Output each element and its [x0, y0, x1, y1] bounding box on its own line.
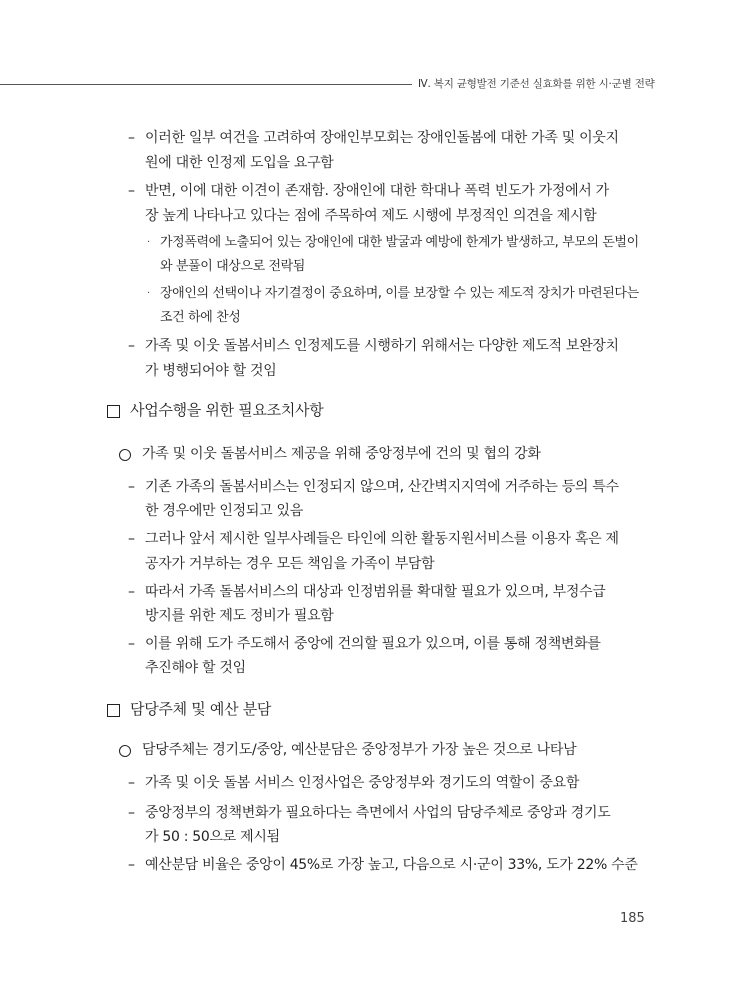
- circle-bullet-icon: [119, 449, 131, 461]
- square-bullet-icon: [107, 704, 120, 717]
- dot-bullet: ·: [147, 288, 151, 299]
- body-line: 이를 위해 도가 주도해서 중앙에 건의할 필요가 있으며, 이를 통해 정책변화를: [145, 636, 601, 652]
- body-line: 가정폭력에 노출되어 있는 장애인에 대한 발굴과 예방에 한계가 발생하고, 부모의 돈벌이: [160, 235, 639, 250]
- body-line: 와 분풀이 대상으로 전락됨: [160, 259, 305, 274]
- dash-bullet: –: [128, 805, 135, 821]
- body-line: 가족 및 이웃 돌봄서비스 인정제도를 시행하기 위해서는 다양한 제도적 보완장치: [145, 338, 619, 354]
- page-number: 185: [620, 911, 645, 926]
- body-line: 반면, 이에 대한 이견이 존재함. 장애인에 대한 학대나 폭력 빈도가 가정에서 가: [145, 183, 609, 199]
- body-line: 중앙정부의 정책변화가 필요하다는 측면에서 사업의 담당주체로 중앙과 경기도: [145, 805, 611, 821]
- running-title: Ⅳ. 복지 균형발전 기준선 실효화를 위한 시·군별 전략: [418, 78, 655, 90]
- body-line: 기존 가족의 돌봄서비스는 인정되지 않으며, 산간벽지지역에 거주하는 등의 특수: [145, 479, 619, 495]
- dash-bullet: –: [128, 857, 135, 873]
- dash-bullet: –: [128, 775, 135, 791]
- body-line: 그러나 앞서 제시한 일부사례들은 타인에 의한 활동지원서비스를 이용자 혹은 제: [145, 531, 619, 547]
- section-heading: 담당주체 및 예산 분담: [130, 700, 272, 718]
- dash-bullet: –: [128, 130, 135, 146]
- item-line: 담당주체는 경기도/중앙, 예산분담은 중앙정부가 가장 높은 것으로 나타남: [142, 742, 577, 758]
- square-bullet-icon: [107, 405, 120, 418]
- body-line: 가족 및 이웃 돌봄 서비스 인정사업은 중앙정부와 경기도의 역할이 중요함: [145, 775, 580, 791]
- dash-bullet: –: [128, 183, 135, 199]
- body-line: 장애인의 선택이나 자기결정이 중요하며, 이를 보장할 수 있는 제도적 장치가 마련된다는: [160, 286, 639, 301]
- body-line: 따라서 가족 돌봄서비스의 대상과 인정범위를 확대할 필요가 있으며, 부정수급: [145, 584, 606, 600]
- body-line: 추진해야 할 것임: [145, 660, 246, 676]
- dash-bullet: –: [128, 584, 135, 600]
- body-line: 장 높게 나타나고 있다는 점에 주목하여 제도 시행에 부정적인 의견을 제시함: [145, 208, 597, 224]
- body-line: 가 병행되어야 할 것임: [145, 363, 277, 379]
- body-line: 가 50 : 50으로 제시됨: [145, 829, 280, 845]
- body-line: 이러한 일부 여건을 고려하여 장애인부모회는 장애인돌봄에 대한 가족 및 이웃지: [145, 130, 619, 146]
- dash-bullet: –: [128, 636, 135, 652]
- item-line: 가족 및 이웃 돌봄서비스 제공을 위해 중앙정부에 건의 및 협의 강화: [142, 446, 541, 462]
- body-line: 공자가 거부하는 경우 모든 책임을 가족이 부담함: [145, 556, 435, 572]
- dash-bullet: –: [128, 479, 135, 495]
- body-line: 방지를 위한 제도 정비가 필요함: [145, 608, 334, 624]
- dash-bullet: –: [128, 531, 135, 547]
- dash-bullet: –: [128, 338, 135, 354]
- dot-bullet: ·: [147, 237, 151, 248]
- section-heading: 사업수행을 위한 필요조치사항: [130, 401, 324, 419]
- body-line: 예산분담 비율은 중앙이 45%로 가장 높고, 다음으로 시·군이 33%, 도가 22% 수준: [145, 857, 638, 873]
- body-line: 한 경우에만 인정되고 있음: [145, 503, 303, 519]
- body-line: 조건 하에 찬성: [160, 310, 241, 325]
- circle-bullet-icon: [119, 745, 131, 757]
- body-line: 원에 대한 인정제 도입을 요구함: [145, 155, 334, 171]
